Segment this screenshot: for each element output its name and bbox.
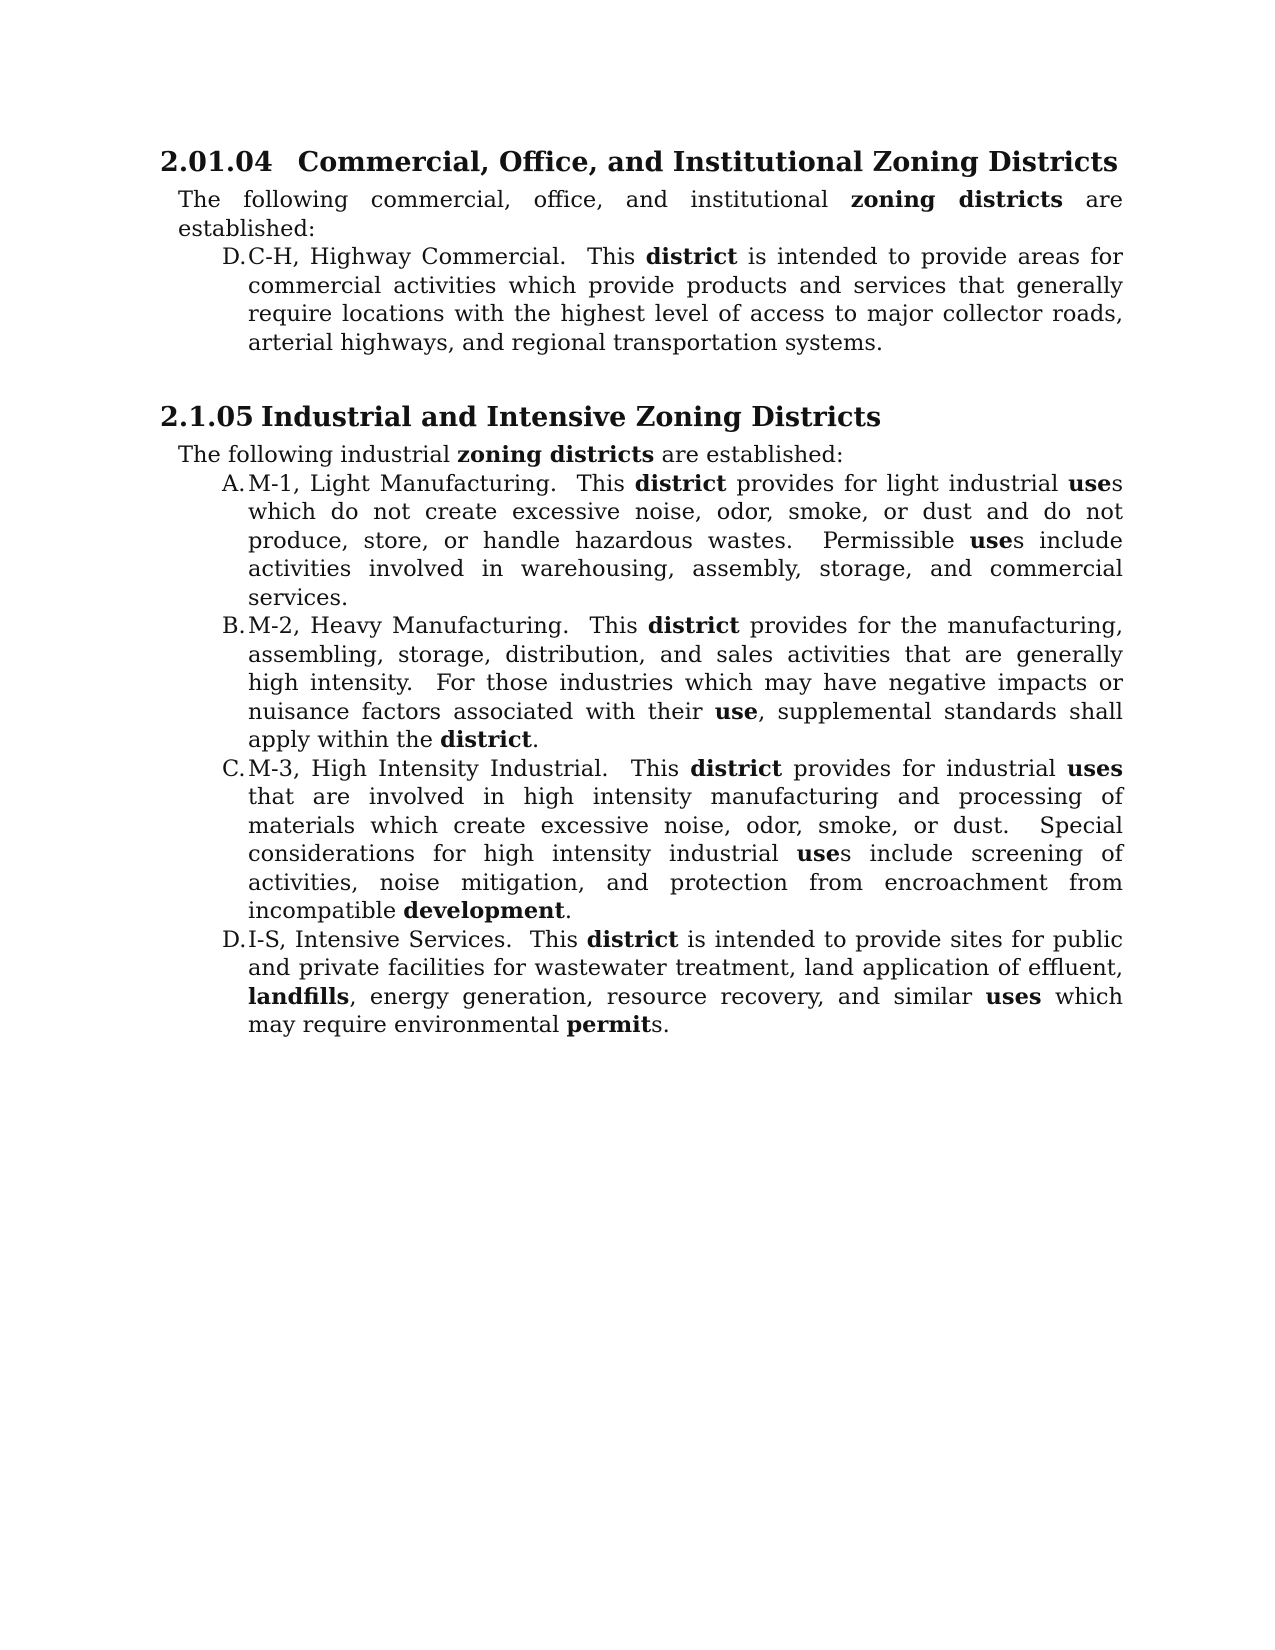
bold-term: landfills bbox=[248, 983, 350, 1010]
text-run: M-3, High Intensity Industrial. This bbox=[248, 755, 691, 782]
bold-term: use bbox=[1068, 470, 1112, 497]
bold-term: uses bbox=[985, 983, 1042, 1010]
list-item bbox=[222, 926, 1123, 1040]
text-run: s which do not create excessive noise, odor, smoke, or dust and do not produce, store, or handle hazardous wastes. Permissible bbox=[248, 470, 1123, 554]
bold-term: use bbox=[969, 527, 1013, 554]
bold-term: use bbox=[796, 841, 841, 867]
bold-term: district bbox=[690, 755, 783, 782]
text-run: which may require environmental bbox=[248, 983, 1123, 1038]
bold-term: district bbox=[647, 613, 740, 639]
bold-term: zoning districts bbox=[457, 442, 655, 468]
list-item bbox=[222, 612, 1123, 755]
bold-term: zoning districts bbox=[850, 187, 1064, 213]
text-run: M-1, Light Manufacturing. This bbox=[248, 470, 635, 497]
text-run: The following commercial, office, and institutional bbox=[178, 187, 851, 213]
text-run: are established: bbox=[178, 187, 1123, 242]
text-run: s. bbox=[651, 1012, 670, 1038]
bold-term: permit bbox=[566, 1012, 652, 1038]
text-run: provides for the manufacturing, assembling, storage, distribution, and sales activities that are generally high intensity. For those industries which may have negative impacts or nuisance factors associated with their bbox=[248, 613, 1123, 725]
bold-term: district bbox=[634, 470, 727, 497]
text-run: M-2, Heavy Manufacturing. This bbox=[248, 613, 648, 639]
text-run: , energy generation, resource recovery, and similar bbox=[349, 983, 986, 1010]
bold-term: district bbox=[645, 244, 738, 270]
section-number: 2.01.04 bbox=[160, 147, 273, 178]
item-marker: D. bbox=[222, 244, 247, 270]
document-content bbox=[160, 146, 1125, 1040]
item-text bbox=[248, 244, 1123, 356]
text-run: s include activities involved in warehousing, assembly, storage, and commercial services. bbox=[248, 527, 1123, 611]
zoning-section bbox=[160, 146, 1125, 357]
text-run: is intended to provide areas for commercial activities which provide products and services that generally require locations with the highest level of access to major collector roads, arterial highways, and regional transportation systems. bbox=[248, 244, 1123, 356]
item-marker: A. bbox=[222, 470, 246, 497]
text-run: I-S, Intensive Services. This bbox=[248, 926, 587, 953]
item-text bbox=[248, 471, 1123, 611]
bold-term: district bbox=[586, 926, 679, 953]
item-marker: C. bbox=[222, 755, 246, 782]
item-list bbox=[160, 470, 1125, 1040]
text-run: that are involved in high intensity manufacturing and processing of materials which create excessive noise, odor, smoke, or dust. Special considerations for high intensity industrial bbox=[248, 784, 1123, 867]
text-run: . bbox=[564, 898, 573, 924]
text-run: is intended to provide sites for public and private facilities for wastewater treatment, land application of effluent, bbox=[248, 926, 1123, 981]
text-run: The following industrial bbox=[178, 442, 458, 468]
text-run: . bbox=[531, 727, 540, 753]
bold-term: district bbox=[440, 727, 532, 753]
text-run: are established: bbox=[654, 442, 844, 468]
text-run: provides for light industrial bbox=[726, 470, 1069, 497]
section-title: Commercial, Office, and Institutional Zoning Districts bbox=[297, 147, 1119, 178]
section-number: 2.1.05 bbox=[160, 402, 254, 433]
text-run: provides for industrial bbox=[782, 755, 1067, 782]
section-heading bbox=[160, 401, 1125, 435]
item-list bbox=[160, 243, 1125, 357]
list-item bbox=[222, 243, 1123, 357]
item-marker: D. bbox=[222, 926, 247, 953]
text-run: s include screening of activities, noise mitigation, and protection from encroachment from incompatible bbox=[248, 841, 1124, 924]
section-title: Industrial and Intensive Zoning Districts bbox=[260, 402, 882, 433]
list-item bbox=[222, 470, 1123, 613]
item-text bbox=[248, 613, 1123, 753]
text-run: C-H, Highway Commercial. This bbox=[248, 244, 646, 270]
item-text bbox=[248, 927, 1123, 1039]
bold-term: uses bbox=[1066, 755, 1123, 782]
item-marker: B. bbox=[222, 613, 246, 639]
zoning-section bbox=[160, 401, 1125, 1040]
text-run: , supplemental standards shall apply within the bbox=[248, 698, 1123, 753]
list-item bbox=[222, 755, 1124, 926]
bold-term: development bbox=[403, 898, 565, 924]
section-heading bbox=[160, 146, 1125, 180]
bold-term: use bbox=[714, 698, 759, 725]
section-intro bbox=[178, 186, 1123, 243]
item-text bbox=[248, 756, 1123, 925]
section-intro bbox=[178, 441, 1123, 470]
